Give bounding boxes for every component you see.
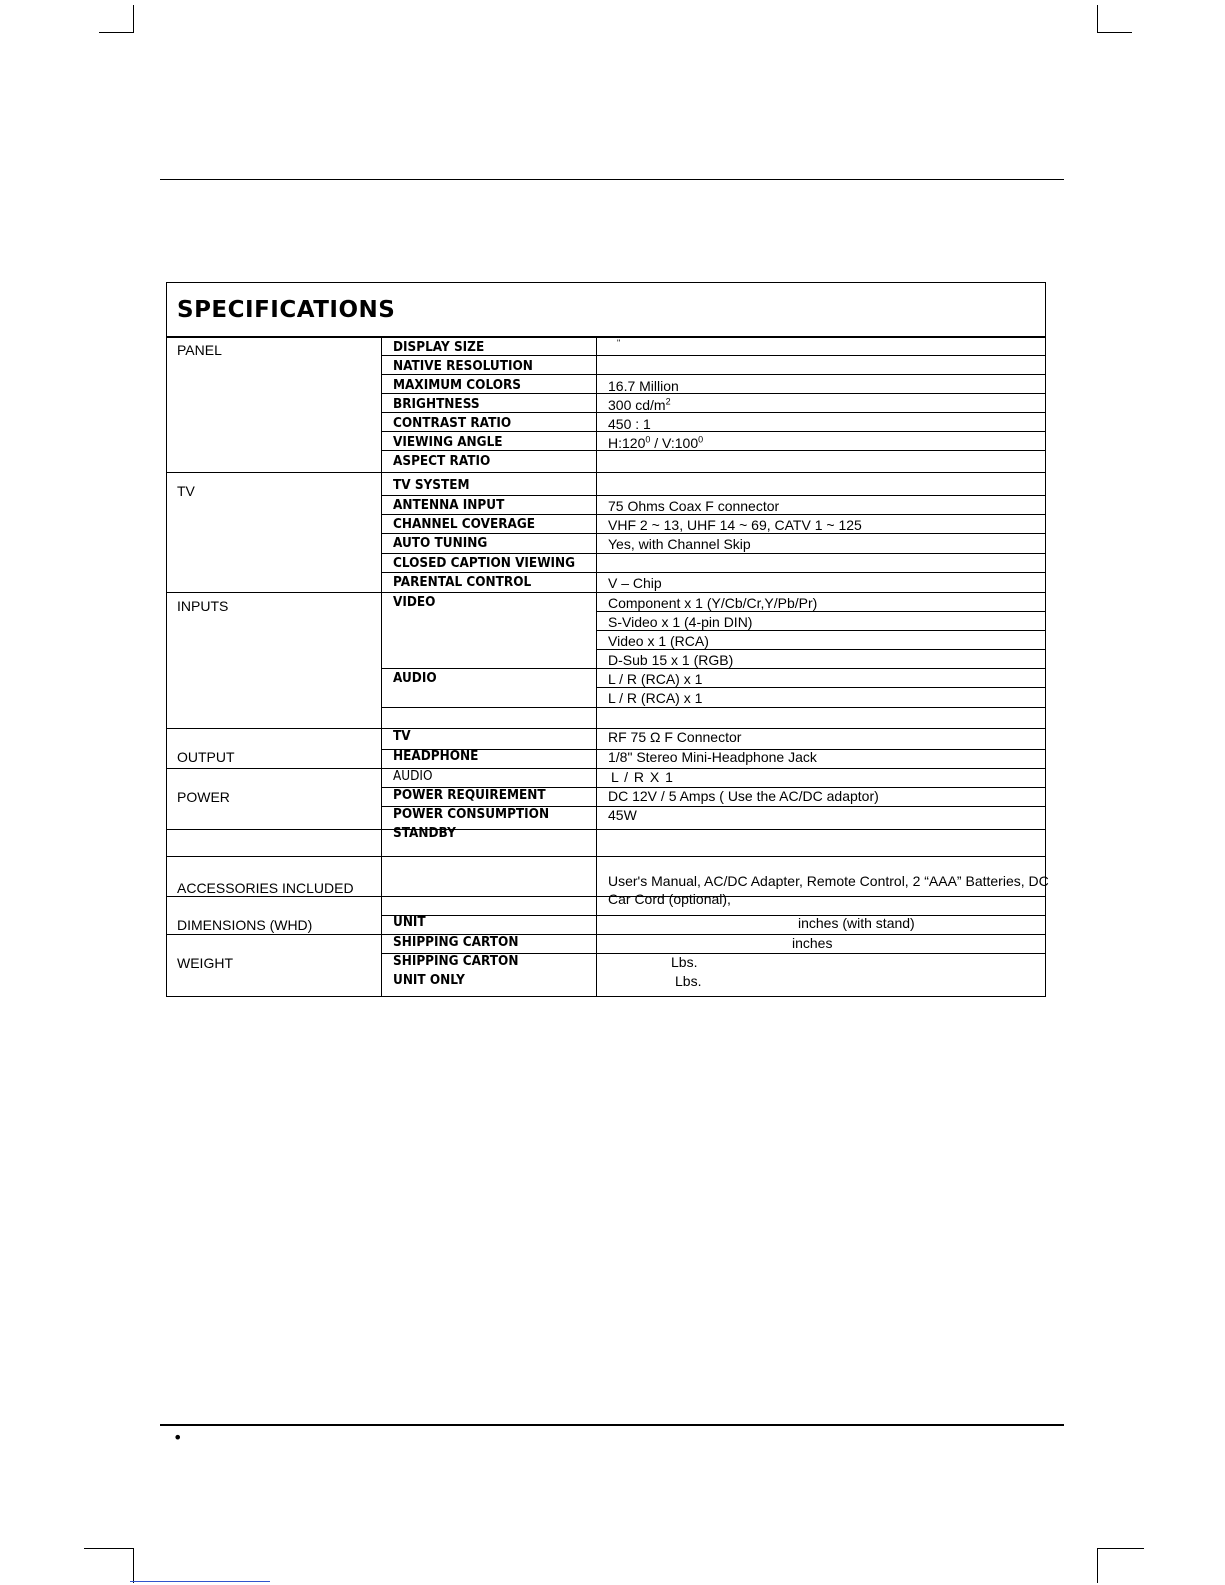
value-headphone: 1/8" Stereo Mini-Headphone Jack xyxy=(608,749,817,765)
label-contrast-ratio: CONTRAST RATIO xyxy=(393,416,512,431)
row-divider xyxy=(596,611,1045,612)
value-unit-dim: inches (with stand) xyxy=(798,915,915,931)
row-divider xyxy=(381,533,1045,534)
crop-mark-bottom-left xyxy=(84,1548,134,1549)
label-audio-in: AUDIO xyxy=(393,671,437,686)
label-antenna-input: ANTENNA INPUT xyxy=(393,498,505,513)
row-divider xyxy=(167,592,1045,593)
row-divider xyxy=(167,856,1045,857)
row-divider xyxy=(167,472,1045,473)
label-unit-only: UNIT ONLY xyxy=(393,973,465,988)
row-divider xyxy=(167,934,1045,935)
value-video-rca: Video x 1 (RCA) xyxy=(608,633,709,649)
label-shipping-carton-dim: SHIPPING CARTON xyxy=(393,935,519,950)
viewing-angle-v-sup: 0 xyxy=(698,434,704,445)
category-output: OUTPUT xyxy=(177,749,235,765)
label-display-size: DISPLAY SIZE xyxy=(393,340,485,355)
column-divider xyxy=(596,337,597,996)
label-brightness: BRIGHTNESS xyxy=(393,397,480,412)
viewing-angle-v: / V:100 xyxy=(650,435,699,451)
category-inputs: INPUTS xyxy=(177,598,229,614)
viewing-angle-h: H:120 xyxy=(608,435,646,451)
label-tv-in: TV xyxy=(393,729,411,744)
row-divider xyxy=(596,630,1045,631)
value-channel-coverage: VHF 2 ~ 13, UHF 14 ~ 69, CATV 1 ~ 125 xyxy=(608,517,862,533)
label-standby: STANDBY xyxy=(393,826,456,841)
row-divider xyxy=(381,668,1045,669)
value-accessories-line1: User's Manual, AC/DC Adapter, Remote Control, 2 “AAA” Batteries, DC xyxy=(608,873,1049,889)
crop-mark-top-right xyxy=(1097,5,1098,33)
label-parental-control: PARENTAL CONTROL xyxy=(393,575,532,590)
row-divider xyxy=(167,728,1045,729)
value-video-component: Component x 1 (Y/Cb/Cr,Y/Pb/Pr) xyxy=(608,595,818,611)
spec-title: SPECIFICATIONS xyxy=(177,297,396,323)
value-antenna-input: 75 Ohms Coax F connector xyxy=(608,498,780,514)
value-power-consumption: 45W xyxy=(608,807,637,823)
crop-mark-top-right xyxy=(1097,32,1132,33)
value-video-dsub: D-Sub 15 x 1 (RGB) xyxy=(608,652,734,668)
category-tv: TV xyxy=(177,483,195,499)
label-unit: UNIT xyxy=(393,915,426,930)
value-carton-dim: inches xyxy=(792,935,833,951)
row-divider xyxy=(381,412,1045,413)
label-video: VIDEO xyxy=(393,595,436,610)
row-divider xyxy=(596,687,1045,688)
crop-mark-top-left xyxy=(99,32,134,33)
label-audio-out: AUDIO xyxy=(393,769,433,784)
specifications-table xyxy=(166,282,1049,997)
category-weight: WEIGHT xyxy=(177,955,233,971)
brightness-text: 300 cd/m xyxy=(608,397,666,413)
label-power-requirement: POWER REQUIREMENT xyxy=(393,788,546,803)
value-viewing-angle xyxy=(608,435,703,451)
category-panel: PANEL xyxy=(177,342,222,358)
viewing-angle-h-sup: 0 xyxy=(645,434,651,445)
footer-bullet: • xyxy=(173,1428,183,1447)
label-shipping-carton-wt: SHIPPING CARTON xyxy=(393,954,519,969)
label-aspect-ratio: ASPECT RATIO xyxy=(393,454,491,469)
row-divider xyxy=(167,768,1045,769)
row-divider xyxy=(381,915,1045,916)
value-video-svideo: S-Video x 1 (4-pin DIN) xyxy=(608,614,753,630)
value-carton-wt: Lbs. xyxy=(671,954,698,970)
category-power: POWER xyxy=(177,789,230,805)
value-tv-rf: RF 75 Ω F Connector xyxy=(608,729,742,745)
row-divider xyxy=(381,514,1045,515)
label-tv-system: TV SYSTEM xyxy=(393,478,470,493)
label-headphone: HEADPHONE xyxy=(393,749,479,764)
label-maximum-colors: MAXIMUM COLORS xyxy=(393,378,522,393)
category-dimensions: DIMENSIONS (WHD) xyxy=(177,917,313,933)
crop-mark-bottom-right xyxy=(1097,1548,1098,1583)
label-auto-tuning: AUTO TUNING xyxy=(393,536,488,551)
value-brightness xyxy=(608,397,671,413)
footer-rule xyxy=(160,1424,1064,1426)
row-divider xyxy=(381,707,1045,708)
value-power-requirement: DC 12V / 5 Amps ( Use the AC/DC adaptor) xyxy=(608,788,879,804)
row-divider xyxy=(381,495,1045,496)
value-maximum-colors: 16.7 Million xyxy=(608,378,679,394)
row-divider xyxy=(167,336,1045,338)
category-accessories: ACCESSORIES INCLUDED xyxy=(177,880,354,896)
row-divider xyxy=(381,572,1045,573)
value-audio-out: L / R X 1 xyxy=(611,769,674,785)
crop-mark-bottom-right xyxy=(1097,1548,1144,1549)
value-audio-2: L / R (RCA) x 1 xyxy=(608,690,703,706)
row-divider xyxy=(596,649,1045,650)
value-unit-wt: Lbs. xyxy=(675,973,702,989)
column-divider xyxy=(381,337,382,996)
label-power-consumption: POWER CONSUMPTION xyxy=(393,807,550,822)
crop-mark-top-left xyxy=(133,5,134,33)
value-parental-control: V – Chip xyxy=(608,575,662,591)
label-native-resolution: NATIVE RESOLUTION xyxy=(393,359,533,374)
crop-mark-bottom-left xyxy=(133,1548,134,1583)
value-accessories-line2: Car Cord (optional), xyxy=(608,891,731,907)
value-auto-tuning: Yes, with Channel Skip xyxy=(608,536,751,552)
label-viewing-angle: VIEWING ANGLE xyxy=(393,435,503,450)
value-audio-1: L / R (RCA) x 1 xyxy=(608,671,703,687)
link-underline xyxy=(130,1581,270,1582)
value-contrast-ratio: 450 : 1 xyxy=(608,416,651,432)
brightness-sup: 2 xyxy=(665,396,671,407)
row-divider xyxy=(381,553,1045,554)
label-channel-coverage: CHANNEL COVERAGE xyxy=(393,517,536,532)
row-divider xyxy=(167,896,1045,897)
label-closed-caption: CLOSED CAPTION VIEWING xyxy=(393,556,576,571)
header-rule xyxy=(160,179,1064,180)
row-divider xyxy=(167,829,1045,830)
value-display-size: " xyxy=(617,338,621,348)
